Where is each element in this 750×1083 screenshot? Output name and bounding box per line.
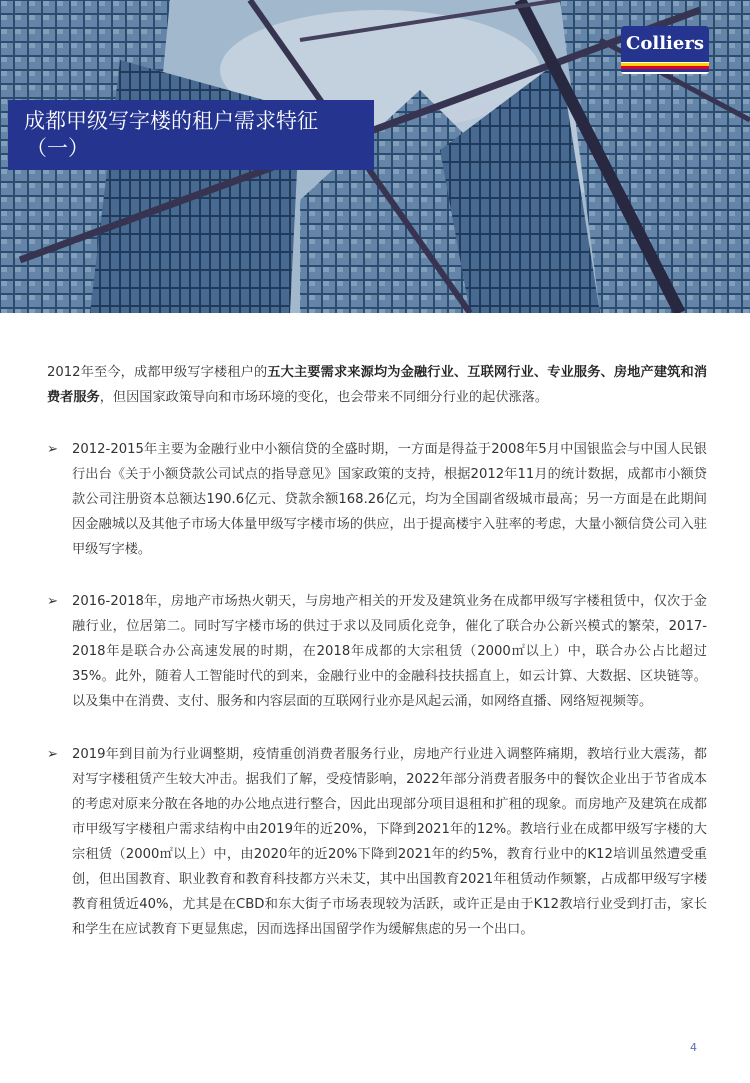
page-title <box>8 100 374 170</box>
page-title-line2: （一） <box>26 136 89 160</box>
colliers-logo <box>621 26 709 74</box>
bullet-text: 2012-2015年主要为金融行业中小额信贷的全盛时期，一方面是得益于2008年5月中国银监会与中国人民银行出台《关于小额贷款公司试点的指导意见》国家政策的支持，根据2012年11月的统计数据，成都市小额贷款公司注册资本总额达190.6亿元、贷款余额168.26亿元，均为全国副省级城市最高；另一方面是在此期间因金融城以及其他子市场大体量甲级写字楼市场的供应，出于提高楼宇入驻率的考虑，大量小额信贷公司入驻甲级写字楼。 <box>72 442 707 557</box>
arrow-bullet-icon: ➢ <box>47 747 59 762</box>
bullet-text: 2019年到目前为行业调整期，疫情重创消费者服务行业，房地产行业进入调整阵痛期，教培行业大震荡，都对写字楼租赁产生较大冲击。据我们了解，受疫情影响，2022年部分消费者服务中的餐饮企业出于节省成本的考虑对原来分散在各地的办公地点进行整合，因此出现部分项目退租和扩租的现象。而房地产及建筑在成都市甲级写字楼租户需求结构中由2019年的近20%，下降到2021年的12%。教培行业在成都甲级写字楼的大宗租赁（2000㎡以上）中，由2020年的近20%下降到2021年的约5%，教育行业中的K12培训虽然遭受重创，但出国教育、职业教育和教育科技都方兴未艾，其中出国教育2021年租赁动作频繁，占成都甲级写字楼教育租赁近40%，尤其是在CBD和东大街子市场表现较为活跃，或许正是由于K12教培行业受到打击，家长和学生在应试教育下更显焦虑，因而选择出国留学作为缓解焦虑的另一个出口。 <box>72 747 707 937</box>
bullet-text: 2016-2018年，房地产市场热火朝天，与房地产相关的开发及建筑业务在成都甲级写字楼租赁中，仅次于金融行业，位居第二。同时写字楼市场的供过于求以及同质化竞争，催化了联合办公新兴模式的繁荣，2017-2018年是联合办公高速发展的时期，在2018年成都的大宗租赁（2000㎡以上）中，联合办公占比超过35%。此外，随着人工智能时代的到来，金融行业中的金融科技扶摇直上，如云计算、大数据、区块链等。以及集中在消费、支付、服务和内容层面的互联网行业亦是风起云涌，如网络直播、网络短视频等。 <box>72 594 707 709</box>
bullet-item-2016-2018 <box>47 589 707 714</box>
intro-paragraph <box>47 360 707 410</box>
intro-text-1: 2012年至今，成都甲级写字楼租户的 <box>47 365 268 380</box>
body-content <box>47 360 707 942</box>
bullet-item-2019-present <box>47 742 707 942</box>
bullet-item-2012-2015 <box>47 437 707 562</box>
arrow-bullet-icon: ➢ <box>47 442 59 457</box>
intro-text-2: ，但因国家政策导向和市场环境的变化，也会带来不同细分行业的起伏涨落。 <box>99 390 549 405</box>
page-title-line1: 成都甲级写字楼的租户需求特征 <box>24 109 318 133</box>
arrow-bullet-icon: ➢ <box>47 594 59 609</box>
logo-stripe-blue <box>621 69 709 72</box>
page-number: 4 <box>690 1041 697 1054</box>
intro-bold-text: 五大主要需求来源均为金融行业、互联网行业、专业服务、房地产建筑和消费者服务 <box>47 365 708 405</box>
logo-text: Colliers <box>621 26 709 62</box>
hero-image <box>0 0 750 313</box>
